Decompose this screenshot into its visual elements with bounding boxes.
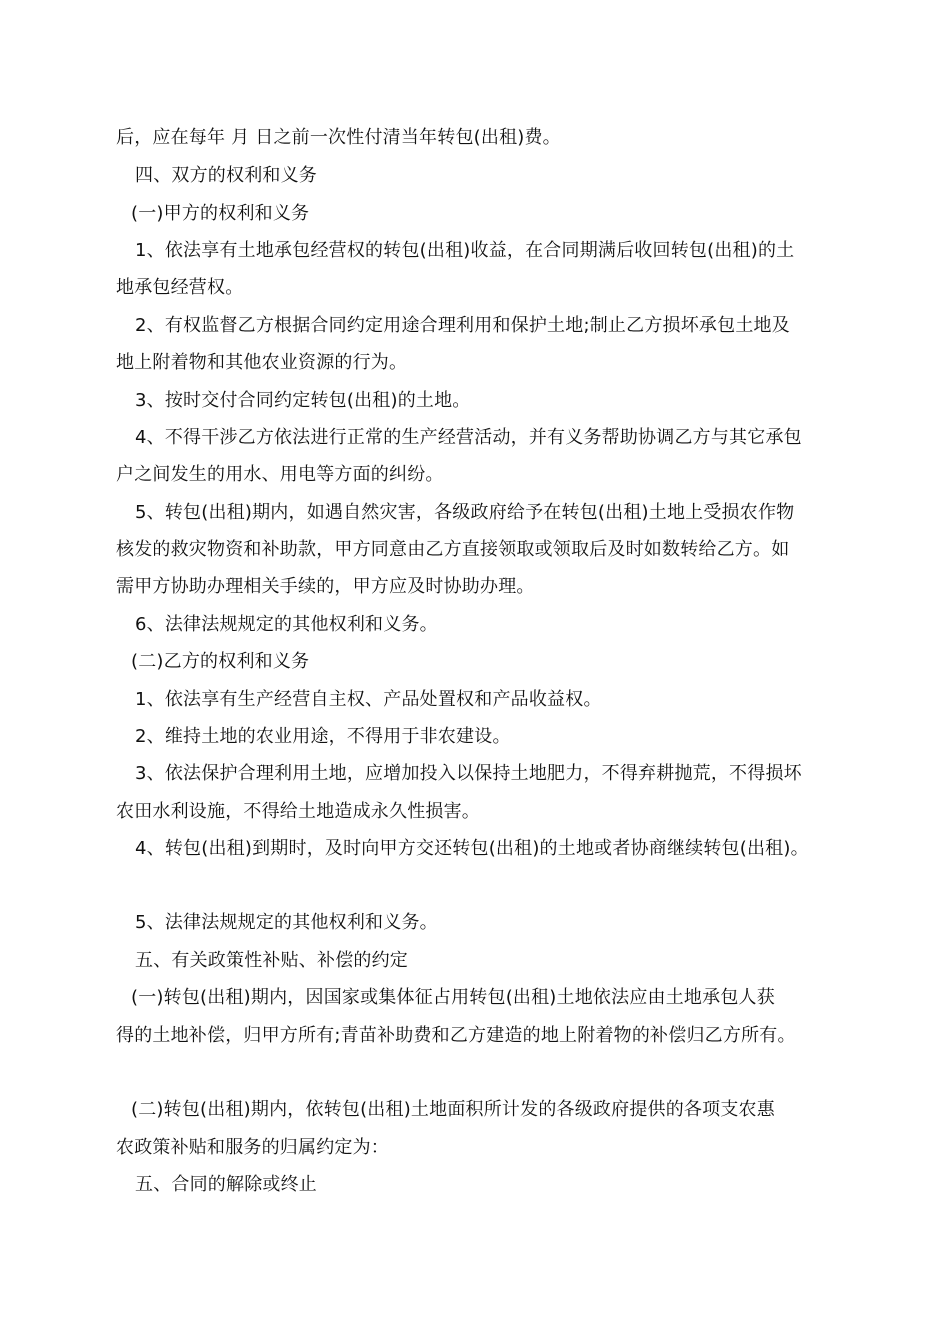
text-line-10: 户之间发生的用水、用电等方面的纠纷。 xyxy=(116,464,444,485)
text-line-21: 5、法律法规规定的其他权利和义务。 xyxy=(135,912,438,933)
text-line-9: 4、不得干涉乙方依法进行正常的生产经营活动，并有义务帮助协调乙方与其它承包 xyxy=(135,427,802,448)
text-line-13: 需甲方协助办理相关手续的，甲方应及时协助办理。 xyxy=(116,576,535,597)
subsection-heading-party-b: (二)乙方的权利和义务 xyxy=(131,651,310,672)
text-line-23: (一)转包(出租)期内，因国家或集体征占用转包(出租)土地依法应由土地承包人获 xyxy=(131,987,775,1008)
text-line-17: 2、维持土地的农业用途，不得用于非农建设。 xyxy=(135,726,511,747)
text-line-8: 3、按时交付合同约定转包(出租)的土地。 xyxy=(135,390,471,411)
text-line-24: 得的土地补偿，归甲方所有;青苗补助费和乙方建造的地上附着物的补偿归乙方所有。 xyxy=(116,1025,796,1046)
section-heading-subsidies: 五、有关政策性补贴、补偿的约定 xyxy=(135,950,408,971)
subsection-heading-party-a: (一)甲方的权利和义务 xyxy=(131,203,310,224)
text-line-6: 2、有权监督乙方根据合同约定用途合理利用和保护土地;制止乙方损坏承包土地及 xyxy=(135,315,790,336)
section-heading-termination: 五、合同的解除或终止 xyxy=(135,1174,317,1195)
text-line-25: (二)转包(出租)期内，依转包(出租)土地面积所计发的各级政府提供的各项支农惠 xyxy=(131,1099,775,1120)
text-line-26: 农政策补贴和服务的归属约定为： xyxy=(116,1137,389,1158)
section-heading-rights-obligations: 四、双方的权利和义务 xyxy=(135,165,317,186)
text-line-11: 5、转包(出租)期内，如遇自然灾害，各级政府给予在转包(出租)土地上受损农作物 xyxy=(135,502,795,523)
text-line-19: 农田水利设施，不得给土地造成永久性损害。 xyxy=(116,801,480,822)
text-line-12: 核发的救灾物资和补助款，甲方同意由乙方直接领取或领取后及时如数转给乙方。如 xyxy=(116,539,790,560)
text-line-4: 1、依法享有土地承包经营权的转包(出租)收益，在合同期满后收回转包(出租)的土 xyxy=(135,240,795,261)
text-line-16: 1、依法享有生产经营自主权、产品处置权和产品收益权。 xyxy=(135,689,602,710)
text-line-18: 3、依法保护合理利用土地，应增加投入以保持土地肥力，不得弃耕抛荒，不得损坏 xyxy=(135,763,802,784)
text-line-1: 后，应在每年 月 日之前一次性付清当年转包(出租)费。 xyxy=(116,127,561,148)
text-line-7: 地上附着物和其他农业资源的行为。 xyxy=(116,352,408,373)
text-line-5: 地承包经营权。 xyxy=(116,277,244,298)
text-line-14: 6、法律法规规定的其他权利和义务。 xyxy=(135,614,438,635)
text-line-20: 4、转包(出租)到期时，及时向甲方交还转包(出租)的土地或者协商继续转包(出租)。 xyxy=(135,838,809,859)
